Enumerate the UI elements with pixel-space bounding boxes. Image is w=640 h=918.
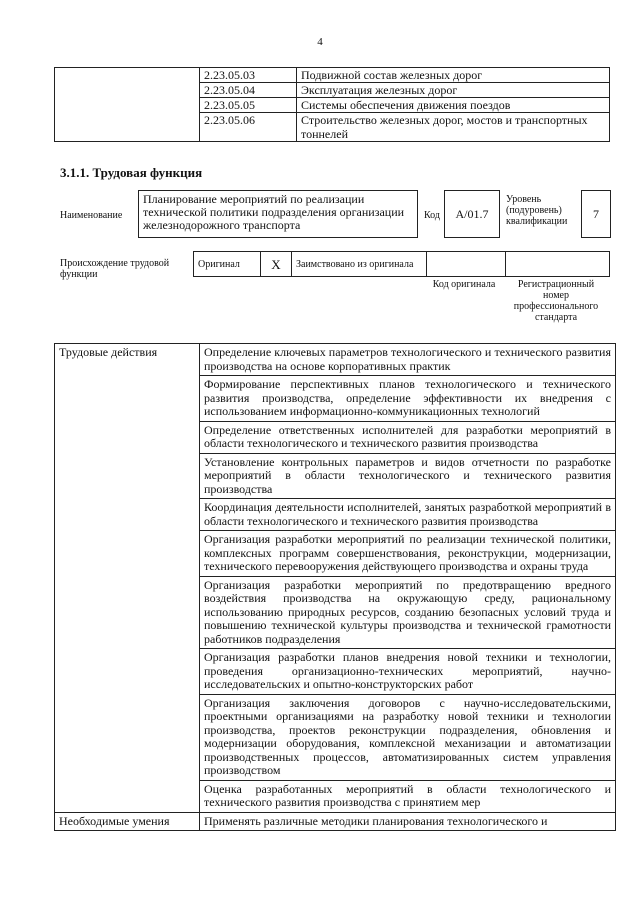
level-value-box: 7: [581, 190, 611, 238]
original-mark-cell: X: [261, 252, 292, 277]
table-row: [55, 812, 616, 831]
level-label: Уровень (подуровень) квалификации: [506, 194, 568, 227]
skill-item: Применять различные методики планирования технологического и: [200, 812, 616, 831]
code-name-cell: Системы обеспечения движения поездов: [297, 98, 610, 113]
function-name-box: Планирование мероприятий по реализации технической политики подразделения организации железнодорожного транспорта: [138, 190, 418, 238]
labor-action-item: Организация разработки мероприятий по предотвращению вредного воздействия производства на окружающую среду, рациональному использованию природных ресурсов, созданию безопасных условий труда и повышению технической культуры производства и технической грамотности работников подразделения: [200, 576, 616, 649]
name-label: Наименование: [60, 210, 123, 221]
labor-action-item: Установление контрольных параметров и видов отчетности по разработке мероприятий в области технологического и технического развития производства: [200, 453, 616, 499]
code-original-caption: Код оригинала: [432, 279, 496, 290]
code-name-cell: Эксплуатация железных дорог: [297, 83, 610, 98]
labor-action-item: Определение ответственных исполнителей для разработки мероприятий в области технологического и технического развития производства: [200, 421, 616, 453]
labor-action-item: Формирование перспективных планов технологического и технического развития производства, определение эффективности их внедрения с использованием информационно-коммуникационных технологий: [200, 376, 616, 422]
labor-action-item: Координация деятельности исполнителей, занятых разработкой мероприятий в области технологического и технического развития производства: [200, 499, 616, 531]
labor-action-item: Организация разработки планов внедрения новой техники и технологии, проведения организационно-технических мероприятий, научно-исследовательских и опытно-конструкторских работ: [200, 649, 616, 695]
borrowed-label-cell: Заимствовано из оригинала: [292, 252, 427, 277]
page-number: 4: [317, 36, 323, 48]
code-cell: 2.23.05.05: [200, 98, 297, 113]
code-cell: 2.23.05.04: [200, 83, 297, 98]
labor-action-item: Оценка разработанных мероприятий в области технологического и технического развития производства с принятием мер: [200, 780, 616, 812]
empty-cell: [55, 68, 200, 142]
table-row: [55, 68, 610, 83]
education-codes-table: [54, 67, 610, 142]
origin-label: Происхождение трудовой функции: [60, 258, 170, 280]
code-original-cell: [427, 252, 506, 277]
skills-label: Необходимые умения: [55, 812, 200, 831]
labor-action-item: Определение ключевых параметров технологического и технического развития производства на основе корпоративных практик: [200, 344, 616, 376]
code-label: Код: [424, 210, 440, 221]
reg-number-cell: [506, 252, 610, 277]
reg-number-caption: Регистрационный номер профессионального стандарта: [513, 279, 599, 323]
labor-function-table: [54, 343, 616, 831]
origin-table: [193, 251, 610, 277]
function-code-box: A/01.7: [444, 190, 500, 238]
original-label-cell: Оригинал: [194, 252, 261, 277]
code-name-cell: Строительство железных дорог, мостов и транспортных тоннелей: [297, 113, 610, 142]
code-cell: 2.23.05.03: [200, 68, 297, 83]
labor-action-item: Организация разработки мероприятий по реализации технической политики, комплексных программ совершенствования, реконструкции, модернизации, технического перевооружения действующего производства и охраны труда: [200, 531, 616, 577]
table-row: [55, 344, 616, 376]
code-name-cell: Подвижной состав железных дорог: [297, 68, 610, 83]
labor-actions-label: Трудовые действия: [55, 344, 200, 813]
labor-action-item: Организация заключения договоров с научно-исследовательскими, проектными организациями на разработку новой техники и технологии производства, проектов реконструкции подразделения, обновления и модернизации оборудования, комплексной механизации и автоматизации производственных процессов, автоматизированных систем управления производством: [200, 694, 616, 780]
section-heading: 3.1.1. Трудовая функция: [60, 165, 203, 180]
code-cell: 2.23.05.06: [200, 113, 297, 142]
table-row: [194, 252, 610, 277]
